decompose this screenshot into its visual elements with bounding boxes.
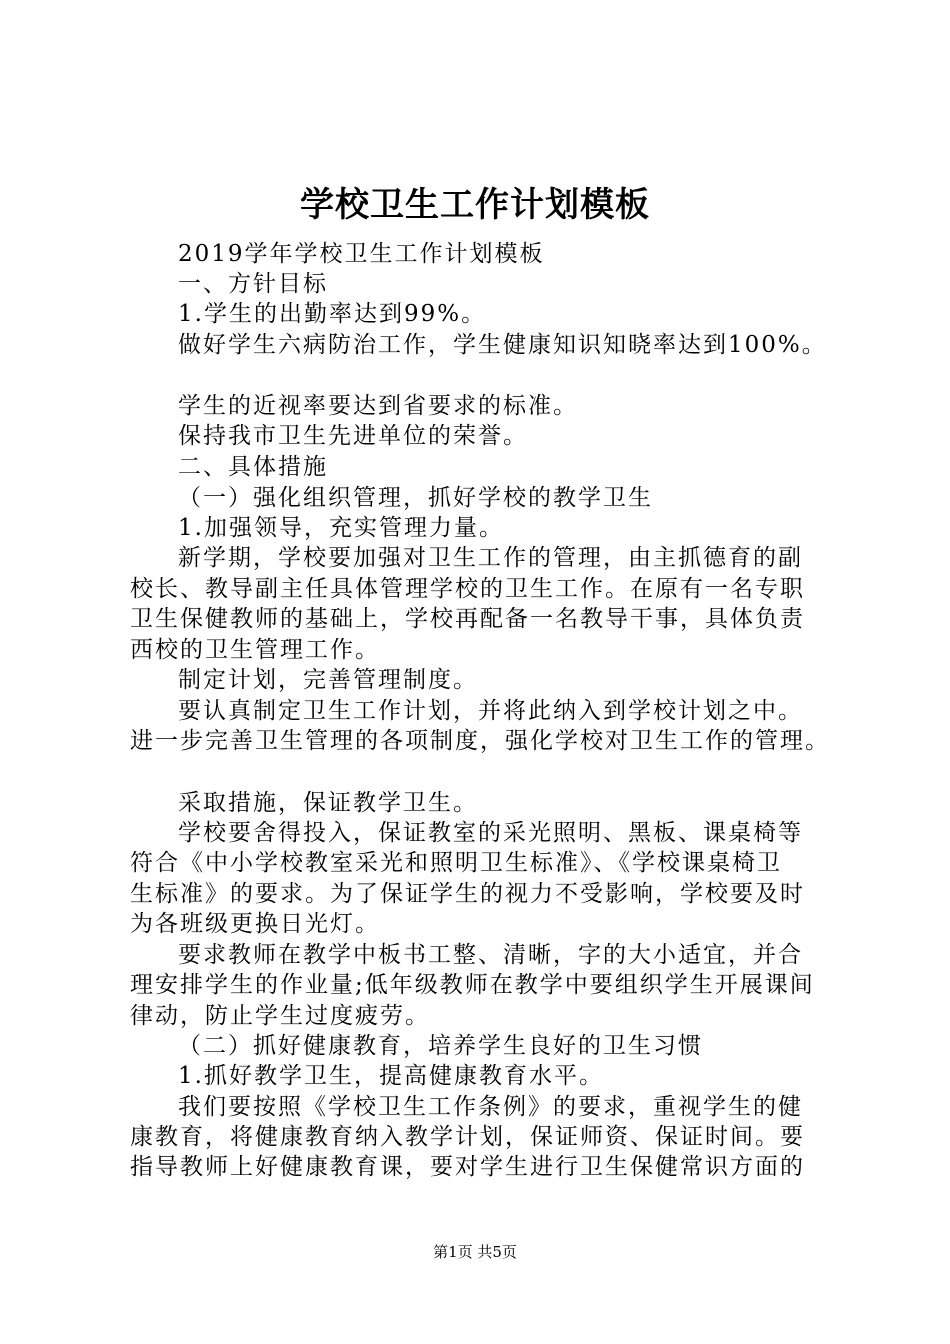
body-line: 1.学生的出勤率达到99%。: [178, 301, 487, 327]
document-title: 学校卫生工作计划模板: [300, 185, 650, 225]
section-heading: 二、具体措施: [178, 454, 328, 480]
body-line: 西校的卫生管理工作。: [130, 637, 380, 663]
body-line: 生标准》的要求。为了保证学生的视力不受影响，学校要及时: [130, 881, 805, 907]
body-line: 1.抓好教学卫生，提高健康教育水平。: [178, 1063, 604, 1089]
body-line: 1.加强领导，充实管理力量。: [178, 515, 504, 541]
body-line: 要求教师在教学中板书工整、清晰，字的大小适宜，并合: [178, 942, 803, 968]
body-line: 学校要舍得投入，保证教室的采光照明、黑板、课桌椅等: [178, 820, 803, 846]
body-line: 进一步完善卫生管理的各项制度，强化学校对卫生工作的管理。: [130, 728, 830, 754]
body-line: 卫生保健教师的基础上，学校再配备一名教导干事，具体负责: [130, 606, 805, 632]
body-line: 为各班级更换日光灯。: [130, 911, 380, 937]
section-heading: 一、方针目标: [178, 271, 328, 297]
body-line: 采取措施，保证教学卫生。: [178, 790, 478, 816]
body-line: 校长、教导副主任具体管理学校的卫生工作。在原有一名专职: [130, 576, 805, 602]
body-line: 制定计划，完善管理制度。: [178, 667, 478, 693]
body-line: 律动，防止学生过度疲劳。: [130, 1003, 430, 1029]
subsection-heading: （一）强化组织管理，抓好学校的教学卫生: [178, 485, 653, 511]
body-line: 理安排学生的作业量;低年级教师在教学中要组织学生开展课间: [130, 972, 815, 998]
body-line: 指导教师上好健康教育课，要对学生进行卫生保健常识方面的: [130, 1154, 805, 1180]
body-line: 做好学生六病防治工作，学生健康知识知晓率达到100%。: [178, 332, 827, 358]
body-line: 康教育，将健康教育纳入教学计划，保证师资、保证时间。要: [130, 1124, 805, 1150]
page-footer: 第1页 共5页: [433, 1243, 517, 1261]
body-line: 我们要按照《学校卫生工作条例》的要求，重视学生的健: [178, 1094, 803, 1120]
body-line: 保持我市卫生先进单位的荣誉。: [178, 423, 528, 449]
body-line: 要认真制定卫生工作计划，并将此纳入到学校计划之中。: [178, 698, 803, 724]
body-line: 学生的近视率要达到省要求的标准。: [178, 393, 578, 419]
subsection-heading: （二）抓好健康教育，培养学生良好的卫生习惯: [178, 1033, 703, 1059]
body-line: 符合《中小学校教室采光和照明卫生标准》、《学校课桌椅卫: [130, 850, 782, 876]
body-line: 新学期，学校要加强对卫生工作的管理，由主抓德育的副: [178, 545, 803, 571]
body-line: 2019学年学校卫生工作计划模板: [178, 241, 545, 267]
